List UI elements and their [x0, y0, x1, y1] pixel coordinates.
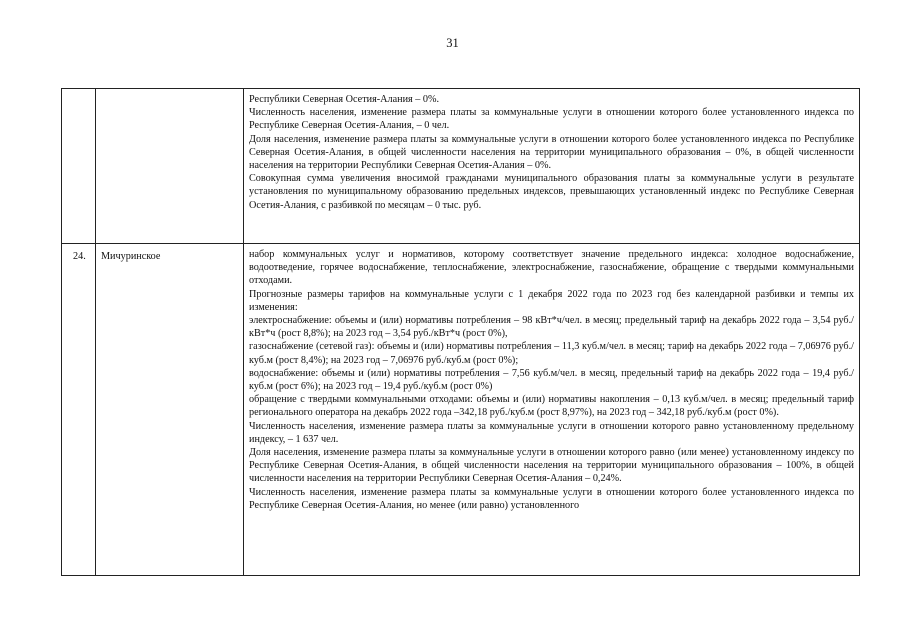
row-number-cell — [62, 89, 96, 244]
table-row — [62, 89, 860, 244]
paragraph: Совокупная сумма увеличения вносимой гражданами муниципального образования платы за коммунальные услуги в результате установления по муниципальному образованию предельных индексов, превышающих установленный индекс по Республике Северная Осетия-Алания, с разбивкой по месяцам – 0 тыс. руб. — [249, 173, 854, 211]
paragraph: Доля населения, изменение размера платы за коммунальные услуги в отношении которого более установленного индекса по Республике Северная Осетия-Алания, в общей численности населения на территории муниципального образования – 0%, в общей численности населения на территории Республики Северная Осетия-Алания – 0%. — [249, 133, 854, 172]
paragraph: Численность населения, изменение размера платы за коммунальные услуги в отношении которого более установленного индекса по Республике Северная Осетия-Алания, – 0 чел. — [249, 107, 854, 132]
municipal-tariff-table — [61, 88, 860, 576]
page-number: 31 — [446, 36, 459, 50]
municipality-name-cell: Мичуринское — [96, 244, 244, 576]
row-number-cell: 24. — [62, 244, 96, 576]
paragraph: Доля населения, изменение размера платы за коммунальные услуги в отношении которого равно (или менее) установленному индексу по Республике Северная Осетия-Алания, в общей численности населения на территории муниципального образования – 100%, в общей численности населения на территории Республики Северная Осетия-Алания – 0,24%. — [249, 447, 854, 485]
paragraph: Республики Северная Осетия-Алания – 0%. — [249, 94, 440, 105]
paragraph: обращение с твердыми коммунальными отходами: объемы и (или) нормативы накопления – 0,13 куб.м/чел. в месяц; предельный тариф регионального оператора на декабрь 2022 года –342,18 руб./куб.м (рост 8,97%), на 2023 год – 342,18 руб./куб.м (рост 0%). — [249, 394, 854, 419]
municipality-name-cell — [96, 89, 244, 244]
description-cell — [244, 89, 860, 244]
paragraph: Численность населения, изменение размера платы за коммунальные услуги в отношении которого более установленного индекса по Республике Северная Осетия-Алания, но менее (или равно) установленного — [249, 486, 854, 511]
paragraph: Численность населения, изменение размера платы за коммунальные услуги в отношении которого равно установленному предельному индексу, – 1 637 чел. — [249, 420, 854, 445]
paragraph: электроснабжение: объемы и (или) нормативы потребления – 98 кВт*ч/чел. в месяц; предельный тариф на декабрь 2022 года – 3,54 руб./кВт*ч (рост 8,8%); на 2023 год – 3,54 руб./кВт*ч (рост 0%), — [249, 315, 854, 340]
paragraph: водоснабжение: объемы и (или) нормативы потребления – 7,56 куб.м/чел. в месяц, предельный тариф на декабрь 2022 года – 19,4 руб./куб.м (рост 6%); на 2023 год – 19,4 руб./куб.м (рост 0%) — [249, 367, 854, 393]
paragraph: набор коммунальных услуг и нормативов, которому соответствует значение предельного индекса: холодное водоснабжение, водоотведение, горячее водоснабжение, теплоснабжение, электроснабжение, газоснабжение, обращение с твердыми коммунальными отходами. — [249, 249, 854, 287]
paragraph: газоснабжение (сетевой газ): объемы и (или) нормативы потребления – 11,3 куб.м/чел. в месяц; тариф на декабрь 2022 года – 7,06976 руб./куб.м (рост 8,4%); на 2023 год – 7,06976 руб./куб.м (рост 0%); — [249, 341, 854, 366]
table-row — [62, 244, 860, 576]
description-cell — [244, 244, 860, 576]
paragraph: Прогнозные размеры тарифов на коммунальные услуги с 1 декабря 2022 года по 2023 год без календарной разбивки и темпы их изменения: — [249, 288, 854, 313]
